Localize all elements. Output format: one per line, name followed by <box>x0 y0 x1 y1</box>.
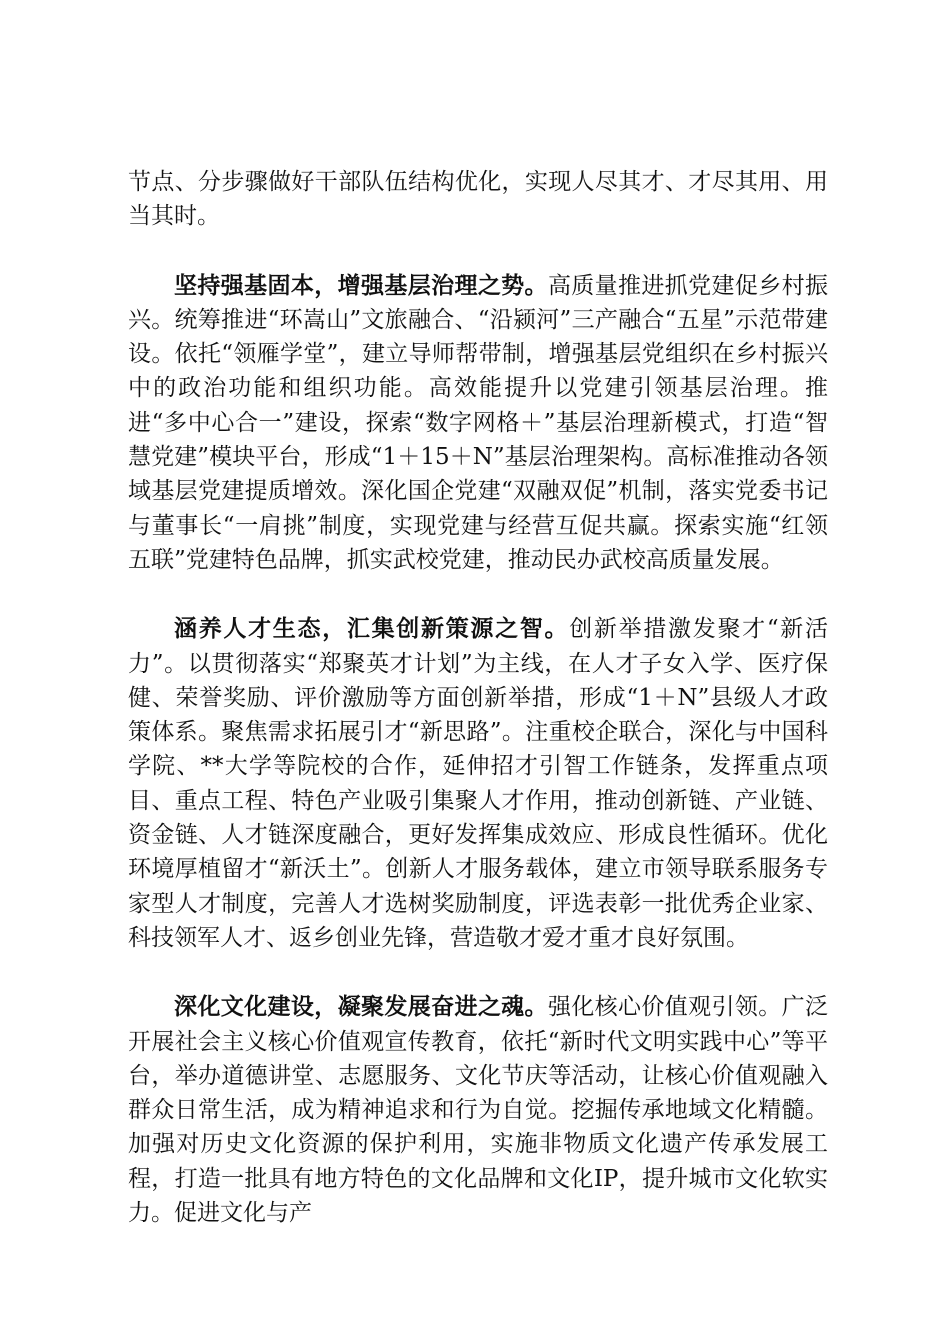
paragraph-heading: 坚持强基固本，增强基层治理之势。 <box>174 271 548 299</box>
paragraph-text: 创新举措激发聚才“新活力”。以贯彻落实“郑聚英才计划”为主线，在人才子女入学、医疗保健、荣誉奖励、评价激励等方面创新举措，形成“1＋N”县级人才政策体系。聚焦需求拓展引才“新思路”。注重校企联合，深化与中国科学院、**大学等院校的合作，延伸招才引智工作链条，发挥重点项目、重点工程、特色产业吸引集聚人才作用，推动创新链、产业链、资金链、人才链深度融合，更好发挥集成效应、形成良性循环。优化环境厚植留才“新沃土”。创新人才服务载体，建立市领导联系服务专家型人才制度，完善人才选树奖励制度，评选表彰一批优秀企业家、科技领军人才、返乡创业先锋，营造敬才爱才重才良好氛围。 <box>128 616 829 951</box>
paragraph-heading: 深化文化建设，凝聚发展奋进之魂。 <box>174 993 548 1021</box>
paragraph-talent-ecology <box>128 612 828 955</box>
paragraph-cultural-construction <box>128 990 828 1230</box>
paragraph-heading: 涵养人才生态，汇集创新策源之智。 <box>174 615 570 643</box>
paragraph-text: 节点、分步骤做好干部队伍结构优化，实现人尽其才、才尽其用、用当其时。 <box>128 169 828 230</box>
document-body <box>128 165 828 1230</box>
paragraph-grassroots-governance <box>128 269 828 578</box>
paragraph-text: 强化核心价值观引领。广泛开展社会主义核心价值观宣传教育，依托“新时代文明实践中心”等平台，举办道德讲堂、志愿服务、文化节庆等活动，让核心价值观融入群众日常生活，成为精神追求和行为自觉。挖掘传承地域文化精髓。加强对历史文化资源的保护利用，实施非物质文化遗产传承发展工程，打造一批具有地方特色的文化品牌和文化IP，提升城市文化软实力。促进文化与产 <box>128 994 829 1227</box>
paragraph-text: 高质量推进抓党建促乡村振兴。统筹推进“环嵩山”文旅融合、“沿颍河”三产融合“五星”示范带建设。依托“领雁学堂”，建立导师帮带制，增强基层党组织在乡村振兴中的政治功能和组织功能。高效能提升以党建引领基层治理。推进“多中心合一”建设，探索“数字网格＋”基层治理新模式，打造“智慧党建”模块平台，形成“1＋15＋N”基层治理架构。高标准推动各领域基层党建提质增效。深化国企党建“双融双促”机制，落实党委书记与董事长“一肩挑”制度，实现党建与经营互促共赢。探索实施“红领五联”党建特色品牌，抓实武校党建，推动民办武校高质量发展。 <box>128 272 829 573</box>
paragraph-continuation <box>128 165 828 234</box>
